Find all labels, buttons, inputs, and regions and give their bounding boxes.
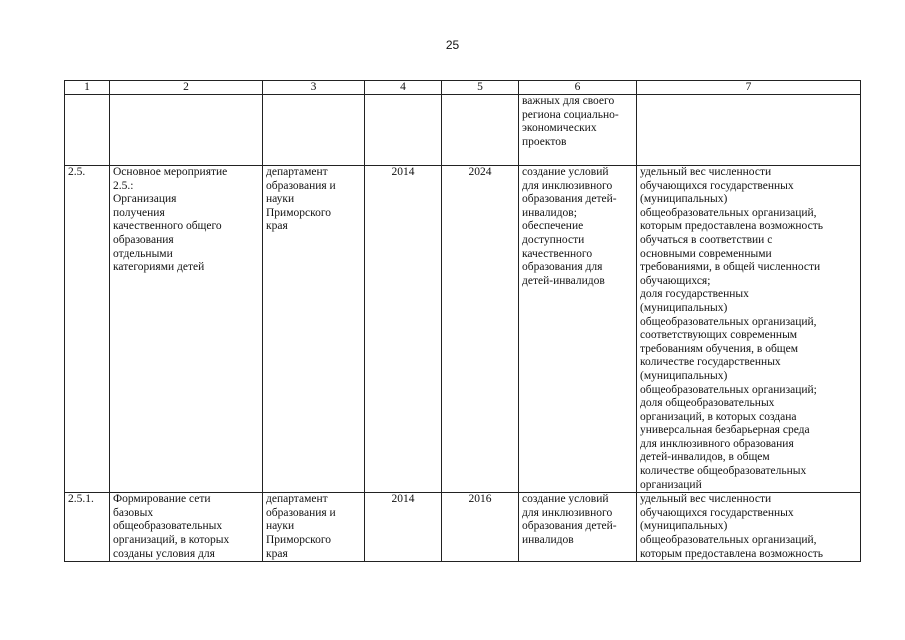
indicators [637,95,861,166]
column-header: 2 [110,81,263,95]
row-number: 2.5.1. [65,493,110,562]
start-year [365,95,442,166]
indicators: удельный вес численности обучающихся государственных (муниципальных) общеобразовательных организаций, которым предоставлена возможность [637,493,861,562]
expected-result: создание условий для инклюзивного образования детей- инвалидов [519,493,637,562]
page-number: 25 [445,38,460,52]
row-number: 2.5. [65,166,110,493]
start-year: 2014 [365,166,442,493]
end-year [442,95,519,166]
activity-name: Основное мероприятие 2.5.: Организация получения качественного общего образования отдельными категориями детей [110,166,263,493]
column-header: 4 [365,81,442,95]
expected-result: важных для своего региона социально- экономических проектов [519,95,637,166]
column-header: 5 [442,81,519,95]
expected-result: создание условий для инклюзивного образования детей- инвалидов; обеспечение доступности качественного образования для детей-инвалидов [519,166,637,493]
activity-name: Формирование сети базовых общеобразовательных организаций, в которых созданы условия для [110,493,263,562]
executor [263,95,365,166]
column-header: 1 [65,81,110,95]
indicators: удельный вес численности обучающихся государственных (муниципальных) общеобразовательных организаций, которым предоставлена возможность обучаться в соответствии с основными современными требованиями, в общей численности обучающихся; доля государственных (муниципальных) общеобразовательных организаций, соответствующих современным требованиям обучения, в общем количестве государственных (муниципальных) общеобразовательных организаций; доля общеобразовательных организаций, в которых создана универсальная безбарьерная среда для инклюзивного образования детей-инвалидов, в общем количестве общеобразовательных организаций [637,166,861,493]
end-year: 2024 [442,166,519,493]
table-row [65,493,861,562]
row-number [65,95,110,166]
executor: департамент образования и науки Приморского края [263,166,365,493]
column-header: 3 [263,81,365,95]
executor: департамент образования и науки Приморского края [263,493,365,562]
start-year: 2014 [365,493,442,562]
table-row [65,95,861,166]
program-activities-table [64,80,861,562]
table-header-row [65,81,861,95]
column-header: 7 [637,81,861,95]
table-row [65,166,861,493]
activity-name [110,95,263,166]
column-header: 6 [519,81,637,95]
end-year: 2016 [442,493,519,562]
